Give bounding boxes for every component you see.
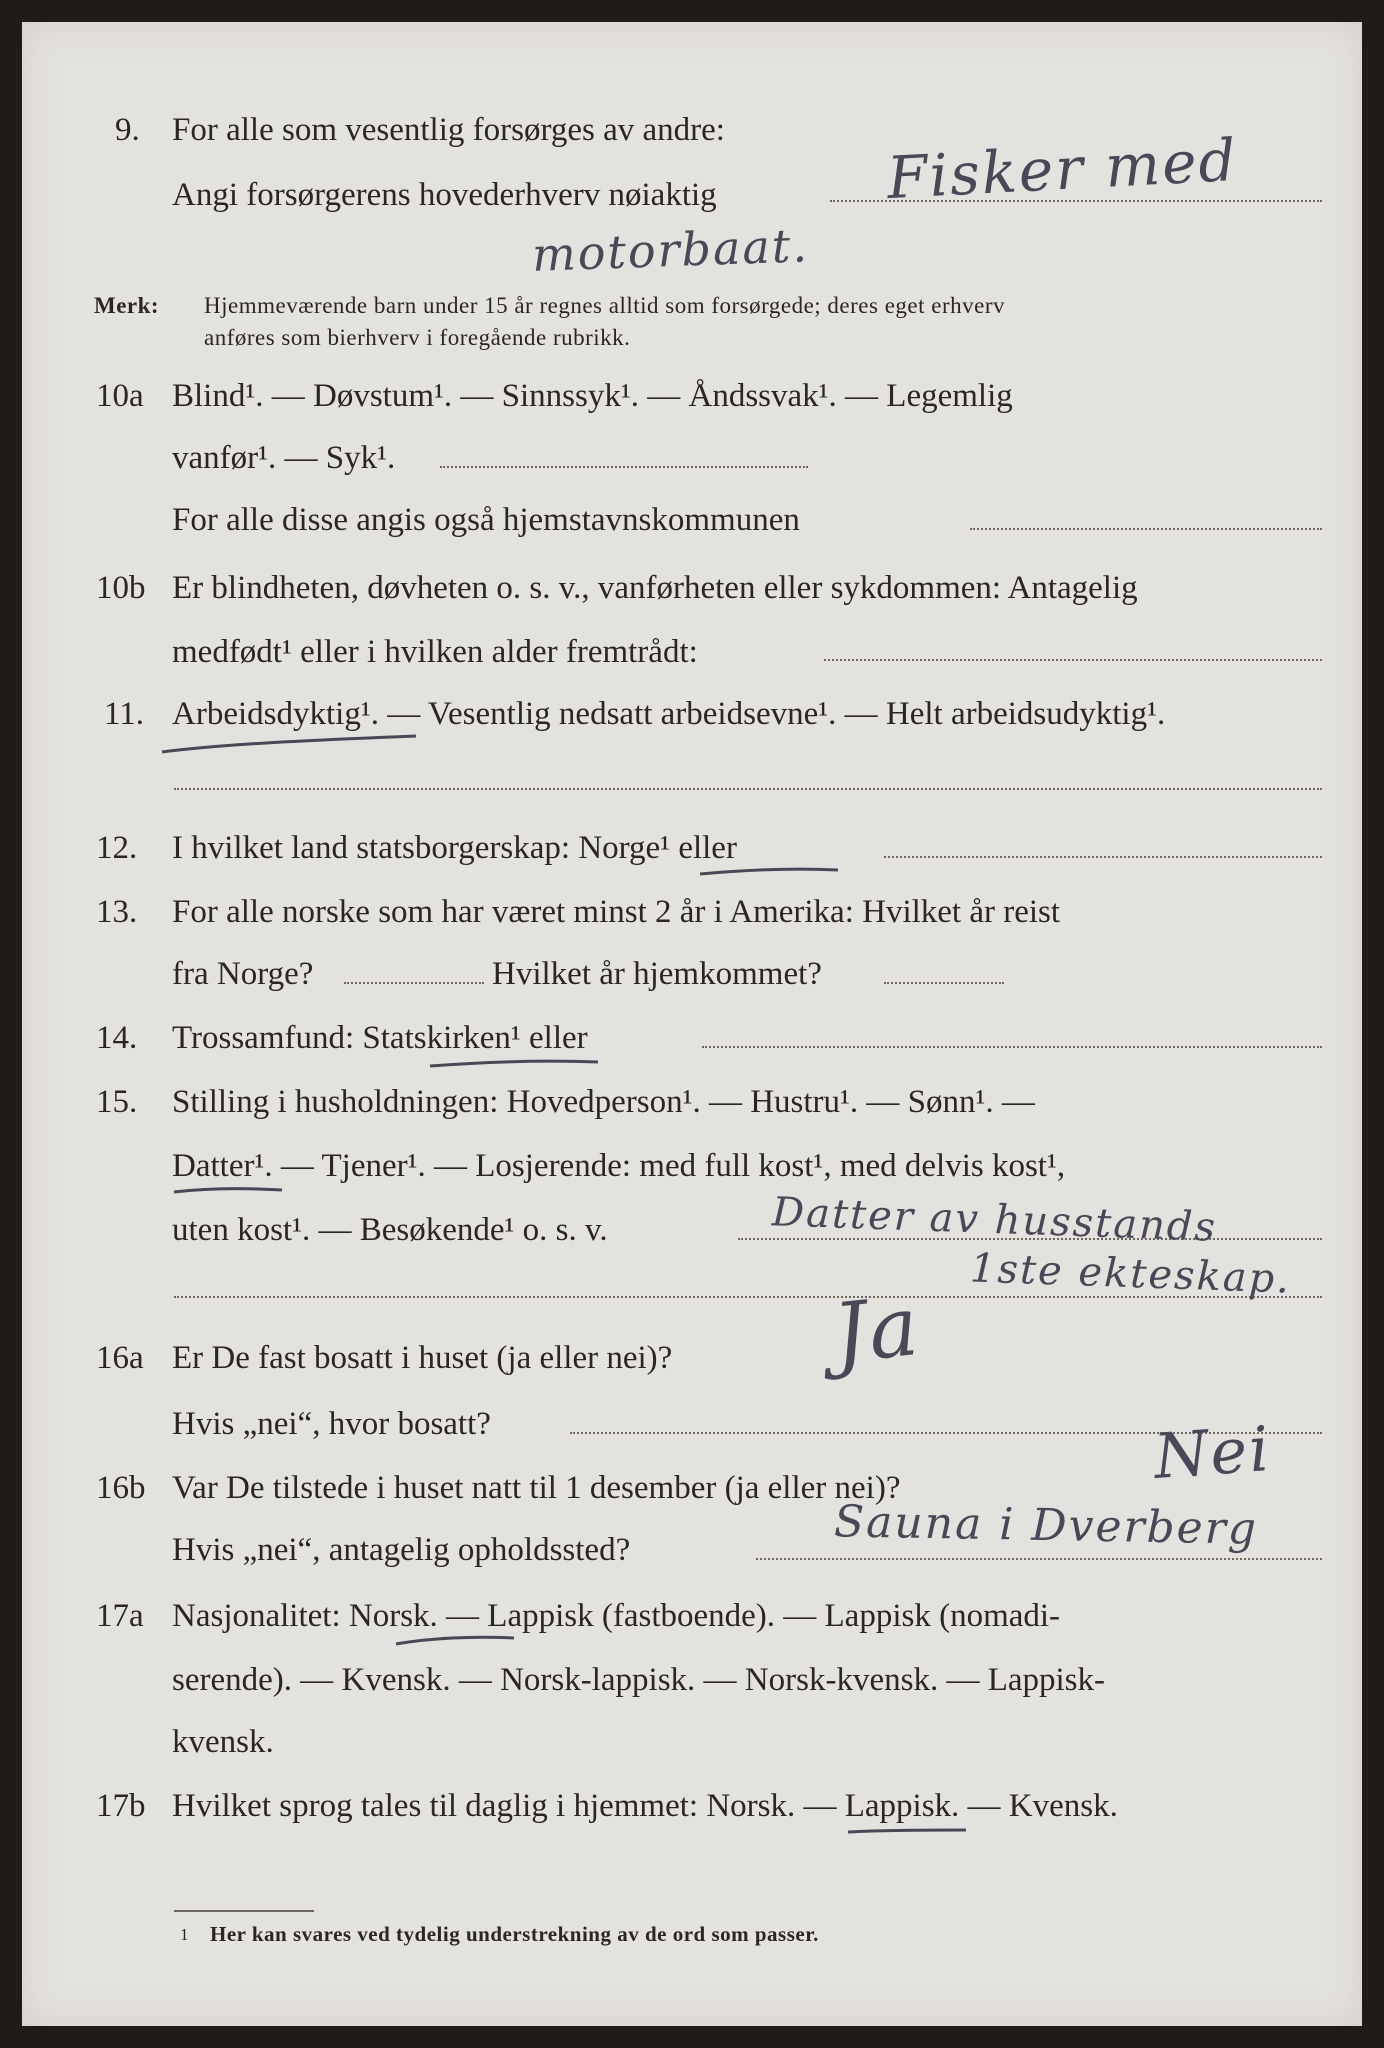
q14-line1: Trossamfund: Statskirken¹ eller xyxy=(172,1020,588,1056)
q17a-line1: Nasjonalitet: Norsk. — Lappisk (fastboende). — Lappisk (nomadi- xyxy=(172,1598,1061,1634)
q11-answer-line xyxy=(174,788,1322,790)
q17a-line2: serende). — Kvensk. — Norsk-lappisk. — Norsk-kvensk. — Lappisk- xyxy=(172,1662,1106,1698)
q17b-line1: Hvilket sprog tales til daglig i hjemmet: Norsk. — Lappisk. — Kvensk. xyxy=(172,1788,1118,1824)
q17a-line3: kvensk. xyxy=(172,1724,274,1760)
q13-line2b: Hvilket år hjemkommet? xyxy=(492,956,822,992)
q15-handwritten-underline xyxy=(168,1176,288,1202)
q12-line1: I hvilket land statsborgerskap: Norge¹ eller xyxy=(172,830,737,866)
q16b-line1: Var De tilstede i huset natt til 1 desember (ja eller nei)? xyxy=(172,1470,901,1506)
q11-line1: Arbeidsdyktig¹. — Vesentlig nedsatt arbeidsevne¹. — Helt arbeidsudyktig¹. xyxy=(172,696,1166,732)
q17a-number: 17a xyxy=(96,1598,144,1634)
q10b-answer-line xyxy=(824,659,1322,661)
q15-line1: Stilling i husholdningen: Hovedperson¹. — Hustru¹. — Sønn¹. — xyxy=(172,1084,1035,1120)
q16b-handwritten-answer-1: Nei xyxy=(1151,1412,1274,1493)
q16a-handwritten-answer: Ja xyxy=(829,1278,925,1383)
q13-year-left-line xyxy=(344,982,484,984)
footnote-divider xyxy=(174,1910,314,1912)
q10a-line3: For alle disse angis også hjemstavnskommunen xyxy=(172,502,800,538)
q10a-number: 10a xyxy=(96,378,144,414)
q9-handwritten-answer-2: motorbaat. xyxy=(531,218,810,282)
q13-number: 13. xyxy=(96,894,138,930)
q17a-handwritten-underline xyxy=(390,1626,520,1652)
q15-line3: uten kost¹. — Besøkende¹ o. s. v. xyxy=(172,1212,608,1248)
q10a-line2: vanfør¹. — Syk¹. xyxy=(172,440,396,476)
q16b-answer-line xyxy=(756,1558,1322,1560)
merk-text-line1: Hjemmeværende barn under 15 år regnes alltid som forsørgede; deres eget erhverv xyxy=(204,293,1005,318)
q13-line2a: fra Norge? xyxy=(172,956,314,992)
q9-handwritten-answer-1: Fisker med xyxy=(885,125,1240,213)
q14-answer-line xyxy=(702,1046,1322,1048)
q16a-number: 16a xyxy=(96,1340,144,1376)
q9-number: 9. xyxy=(115,112,140,148)
q13-year-returned-line xyxy=(884,982,1004,984)
merk-text-line2: anføres som bierhverv i foregående rubrikk. xyxy=(204,325,631,350)
footnote-text: Her kan svares ved tydelig understrekning av de ord som passer. xyxy=(210,1922,819,1946)
q10a-line1: Blind¹. — Døvstum¹. — Sinnssyk¹. — Åndssvak¹. — Legemlig xyxy=(172,378,1013,414)
merk-label: Merk: xyxy=(94,293,160,318)
q16a-line2: Hvis „nei“, hvor bosatt? xyxy=(172,1406,491,1442)
q15-handwritten-answer-1: Datter av husstands xyxy=(771,1189,1218,1251)
q11-handwritten-underline xyxy=(154,722,424,762)
q15-number: 15. xyxy=(96,1084,138,1120)
q10b-line2: medfødt¹ eller i hvilken alder fremtrådt: xyxy=(172,634,698,670)
q12-answer-line xyxy=(884,856,1322,858)
q14-number: 14. xyxy=(96,1020,138,1056)
q10b-line1: Er blindheten, døvheten o. s. v., vanførheten eller sykdommen: Antagelig xyxy=(172,570,1138,606)
q15-line2: Datter¹. — Tjener¹. — Losjerende: med full kost¹, med delvis kost¹, xyxy=(172,1148,1066,1184)
q13-line1: For alle norske som har været minst 2 år i Amerika: Hvilket år reist xyxy=(172,894,1061,930)
q17b-handwritten-underline xyxy=(842,1818,972,1842)
q12-handwritten-underline xyxy=(694,860,844,884)
q16b-line2: Hvis „nei“, antagelig opholdssted? xyxy=(172,1532,631,1568)
q10a-answer-line-1 xyxy=(440,466,808,468)
q14-handwritten-underline xyxy=(424,1050,604,1076)
q9-question-line1: For alle som vesentlig forsørges av andre: xyxy=(172,112,725,148)
q12-number: 12. xyxy=(96,830,138,866)
q9-question-line2: Angi forsørgerens hovederhverv nøiaktig xyxy=(172,177,717,213)
census-form-page xyxy=(22,22,1362,2026)
q15-handwritten-answer-2: 1ste ekteskap. xyxy=(969,1245,1292,1303)
footnote-mark: 1 xyxy=(180,1925,189,1944)
q16b-number: 16b xyxy=(96,1470,146,1506)
q17b-number: 17b xyxy=(96,1788,146,1824)
q11-number: 11. xyxy=(104,696,145,732)
q10a-answer-line-2 xyxy=(970,528,1322,530)
q16b-handwritten-answer-2: Sauna i Dverberg xyxy=(833,1496,1259,1555)
q10b-number: 10b xyxy=(96,570,146,606)
q16a-line1: Er De fast bosatt i huset (ja eller nei)? xyxy=(172,1340,673,1376)
